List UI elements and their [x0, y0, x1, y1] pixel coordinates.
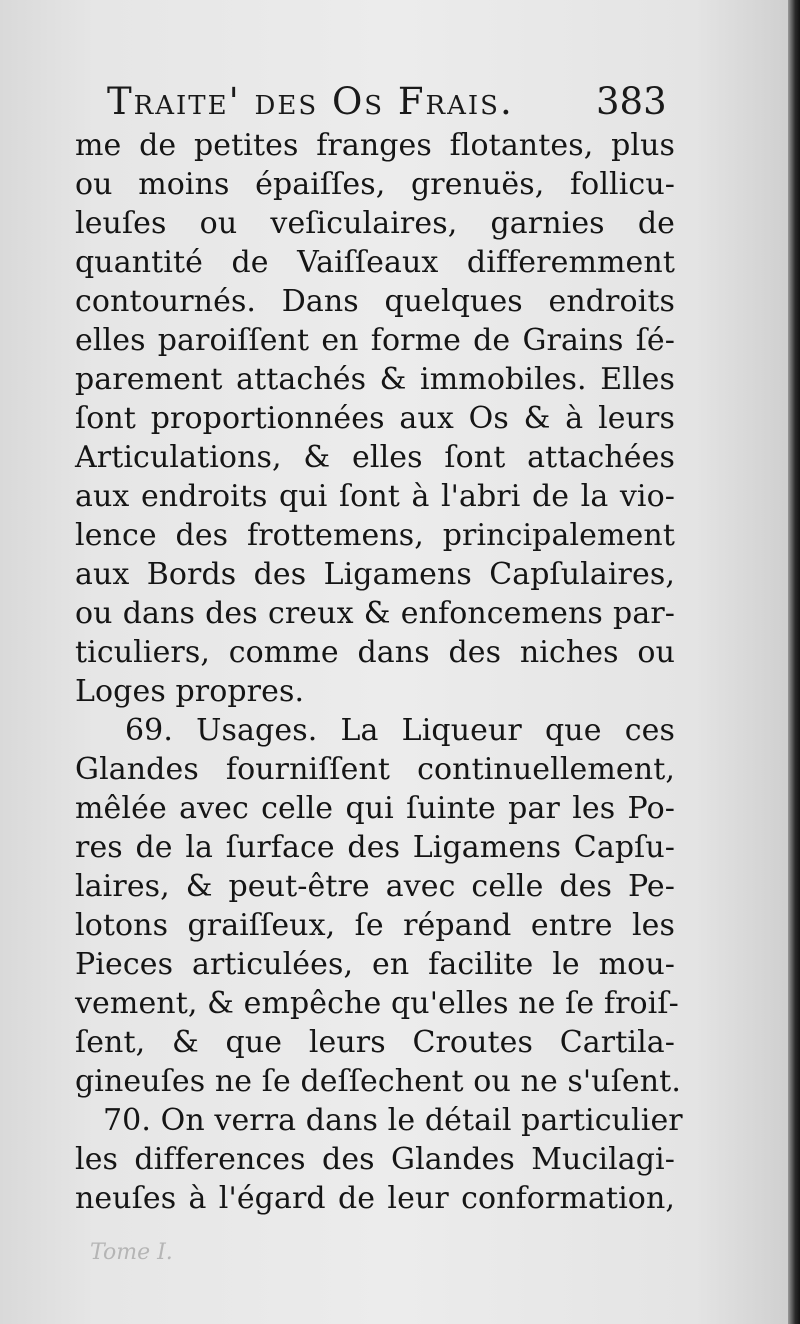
text-line: lotons graiſſeux, ſe répand entre les	[75, 908, 675, 943]
text-line: laires, & peut-être avec celle des Pe-	[75, 869, 675, 904]
text-line: Glandes fourniſſent continuellement,	[75, 752, 675, 787]
body-text	[75, 126, 683, 1218]
text-line: vement, & empêche qu'elles ne ſe froiſ-	[75, 986, 679, 1021]
page-header	[75, 80, 675, 130]
text-line: me de petites franges flotantes, plus	[75, 128, 675, 163]
text-line: elles paroiſſent en forme de Grains ſé-	[75, 323, 675, 358]
text-line: ou moins épaiſſes, grenuës, follicu-	[75, 167, 675, 202]
page-edge-shadow	[788, 0, 800, 1324]
text-line: Loges propres.	[75, 674, 305, 709]
running-title: Traite' des Os Frais.	[107, 80, 514, 123]
text-line: ſent, & que leurs Croutes Cartila-	[75, 1025, 675, 1060]
bleed-through-text: Tome I.	[90, 1240, 173, 1265]
text-line: Articulations, & elles ſont attachées	[75, 440, 675, 475]
text-line: res de la ſurface des Ligamens Capſu-	[75, 830, 675, 865]
text-line: les differences des Glandes Mucilagi-	[75, 1142, 675, 1177]
page-number: 383	[596, 80, 667, 123]
text-line: aux Bords des Ligamens Capſulaires,	[75, 557, 675, 592]
text-line: lence des frottemens, principalement	[75, 518, 675, 553]
text-line: parement attachés & immobiles. Elles	[75, 362, 675, 397]
text-line: mêlée avec celle qui ſuinte par les Po-	[75, 791, 675, 826]
paragraph-69-start: 69. Usages. La Liqueur que ces	[125, 713, 675, 748]
text-line: contournés. Dans quelques endroits	[75, 284, 675, 319]
text-line: ſont proportionnées aux Os & à leurs	[75, 401, 675, 436]
text-line: leuſes ou veſiculaires, garnies de	[75, 206, 675, 241]
text-line: ou dans des creux & enfoncemens par-	[75, 596, 675, 631]
text-line: Pieces articulées, en facilite le mou-	[75, 947, 675, 982]
text-line: gineuſes ne ſe deſſechent ou ne s'uſent.	[75, 1064, 681, 1099]
text-line: ticuliers, comme dans des niches ou	[75, 635, 675, 670]
text-line: neuſes à l'égard de leur conformation,	[75, 1181, 675, 1216]
paragraph-70-start: 70. On verra dans le détail particulier	[103, 1103, 683, 1138]
text-line: aux endroits qui ſont à l'abri de la vio-	[75, 479, 675, 514]
text-line: quantité de Vaiſſeaux differemment	[75, 245, 675, 280]
